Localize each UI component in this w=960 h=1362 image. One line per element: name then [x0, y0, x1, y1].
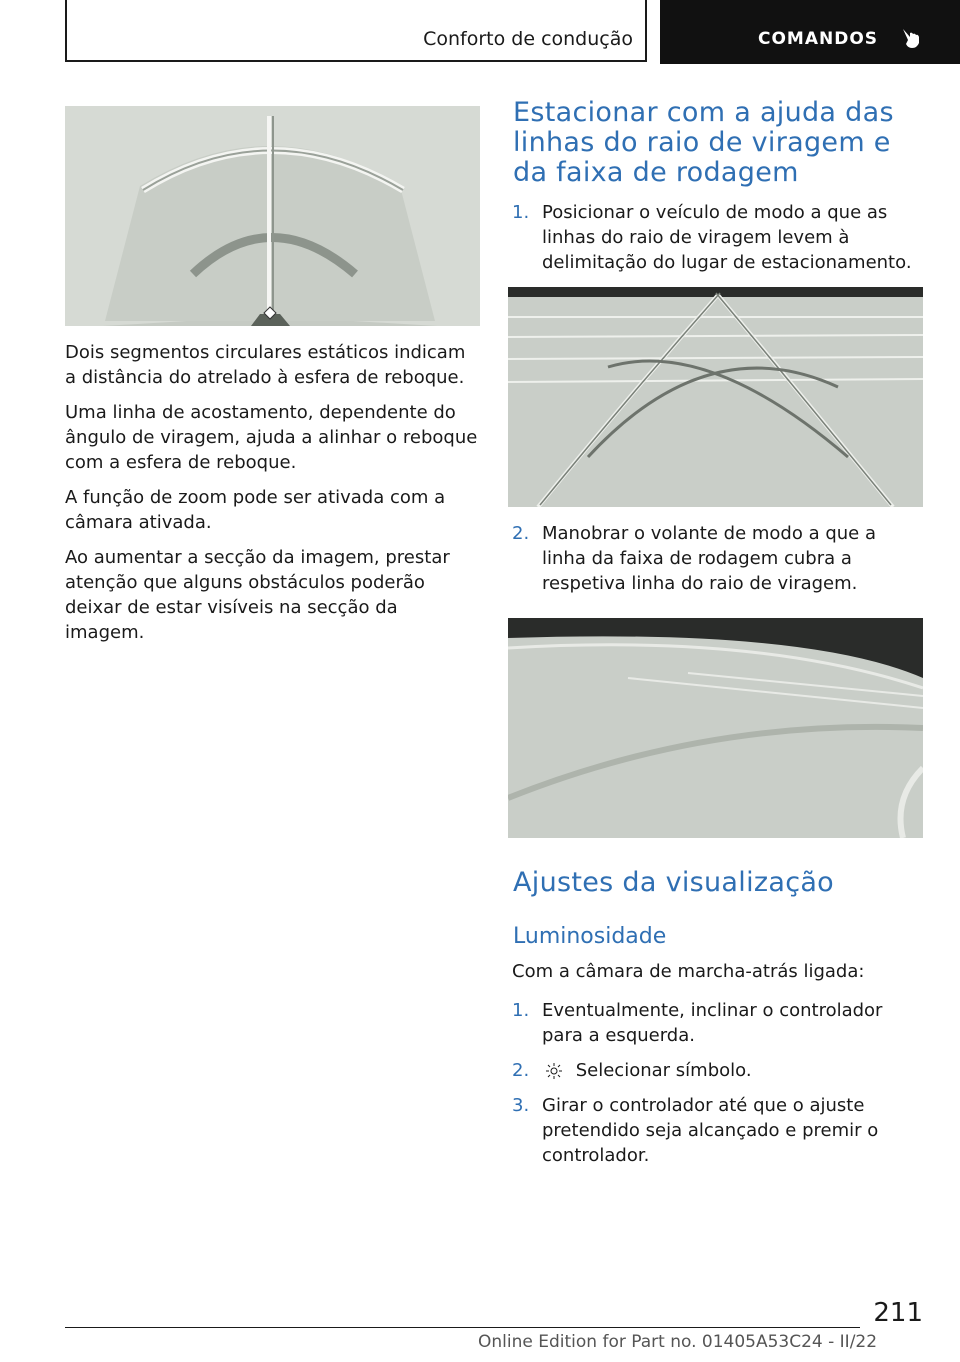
page-number: 211	[873, 1298, 923, 1328]
heading-display-settings: Ajustes da visualização	[513, 867, 834, 898]
header-section-frame	[65, 0, 647, 62]
list-item	[508, 998, 923, 1048]
turning-radius-figure	[508, 287, 923, 507]
trailer-distance-figure	[65, 106, 480, 326]
step-number: 1.	[512, 202, 530, 223]
paragraph: Uma linha de acostamento, dependente do ângulo de viragem, ajuda a alinhar o reboque com a esfera de reboque.	[65, 402, 478, 473]
step-number: 2.	[512, 1060, 530, 1081]
step-text: Eventualmente, inclinar o controlador para a esquerda.	[542, 1000, 883, 1046]
step-text: Selecionar símbolo.	[575, 1060, 752, 1081]
brightness-intro: Com a câmara de marcha-atrás ligada:	[512, 961, 865, 982]
step-text: Posicionar o veículo de modo a que as linhas do raio de viragem levem à delimitação do lugar de estacionamento.	[542, 202, 912, 273]
left-column	[65, 106, 480, 655]
footer-edition: Online Edition for Part no. 01405A53C24 - II/22	[478, 1332, 878, 1352]
subheading-brightness: Luminosidade	[513, 924, 667, 949]
chapter-title: COMANDOS	[758, 29, 879, 49]
step-text: Girar o controlador até que o ajuste pretendido seja alcançado e premir o controlador.	[542, 1095, 879, 1166]
right-column	[508, 98, 923, 1178]
list-item	[508, 521, 923, 596]
list-item	[508, 1058, 923, 1083]
step-number: 1.	[512, 1000, 530, 1021]
chapter-tab	[660, 0, 960, 64]
paragraph: Ao aumentar a secção da imagem, prestar atenção que alguns obstáculos poderão deixar de estar visíveis na secção da imagem.	[65, 547, 450, 643]
section-title: Conforto de condução	[423, 28, 633, 50]
heading-parking: Estacionar com a ajuda das linhas do raio de viragem e da faixa de rodagem	[513, 97, 894, 188]
footer-divider	[65, 1327, 860, 1328]
pointing-hand-icon	[900, 25, 924, 49]
step-number: 2.	[512, 523, 530, 544]
paragraph: Dois segmentos circulares estáticos indicam a distância do atrelado à esfera de reboque.	[65, 342, 466, 388]
brightness-sun-icon	[546, 1063, 562, 1079]
step-text: Manobrar o volante de modo a que a linha da faixa de rodagem cubra a respetiva linha do raio de viragem.	[542, 523, 876, 594]
step-number: 3.	[512, 1095, 530, 1116]
list-item	[508, 200, 923, 275]
paragraph: A função de zoom pode ser ativada com a câmara ativada.	[65, 487, 446, 533]
list-item	[508, 1093, 923, 1168]
lane-overlap-figure	[508, 618, 923, 838]
